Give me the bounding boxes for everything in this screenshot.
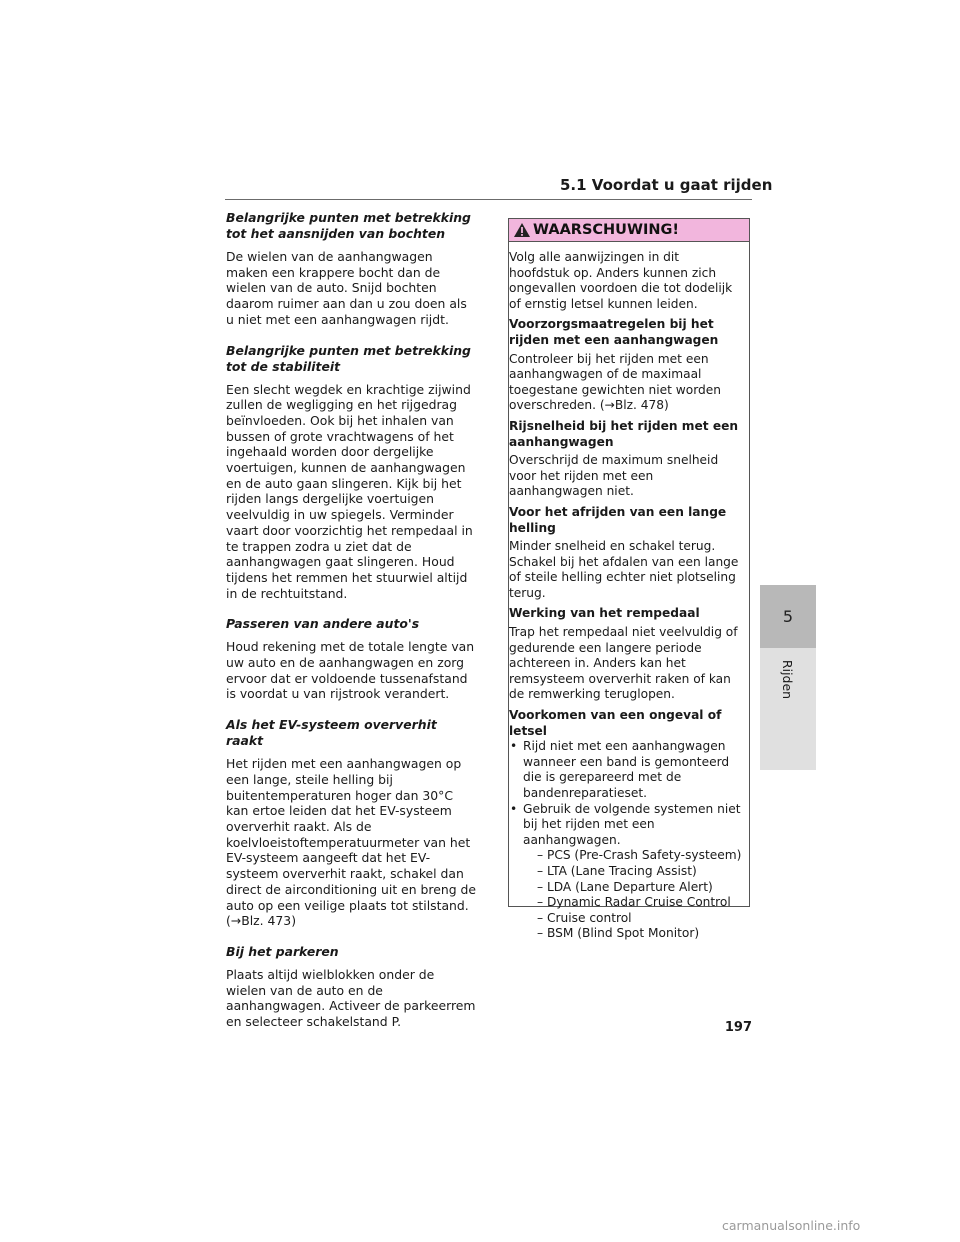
section-title: 5.1 Voordat u gaat rijden [560, 176, 773, 194]
warning-box [508, 218, 750, 941]
warning-heading-rempedaal: Werking van het rempedaal [509, 606, 700, 621]
text-passeren: Houd rekening met de totale lengte van uw auto en de aanhangwagen en zorg ervoor dat er voldoende tussenafstand is voordat u van rijstrook verandert. [226, 639, 475, 702]
list-item [509, 739, 743, 801]
system-item: – LTA (Lane Tracing Assist) [537, 863, 697, 878]
text-stabiliteit: Een slecht wegdek en krachtige zijwind zullen de wegligging en het rijgedrag beïnvloeden. Ook bij het inhalen van bussen of grote vrachtwagens of het ingehaald worden door dergelijke voertuigen, kunnen de aanhangwagen en de auto gaan slingeren. Kijk bij het rijden langs dergelijke voertuigen veelvuldig in uw spiegels. Verminder vaart door voorzichtig het rempedaal in te trappen zodra u ziet dat de aanhangwagen gaat slingeren. Houd tijdens het remmen het stuurwiel altijd in de rechtuitstand. [226, 381, 473, 601]
warning-heading-ongeval: Voorkomen van een ongeval of letsel [509, 708, 722, 738]
warning-header [509, 219, 749, 242]
text-ev-oververhit: Het rijden met een aanhangwagen op een lange, steile helling bij buitentemperaturen hoger dan 30°C kan ertoe leiden dat het EV-systeem oververhit raakt. Als de koelvloeistoftemperatuurmeter van het EV-systeem aangeeft dat het EV-systeem oververhit raakt, schakel dan direct de airconditioning uit en breng de auto op een veilige plaats tot stilstand. (→Blz. 473) [226, 756, 476, 929]
heading-ev-oververhit: Als het EV-systeem oververhit raakt [226, 717, 437, 749]
watermark: carmanualsonline.info [722, 1218, 861, 1233]
warning-text-voorzorg: Controleer bij het rijden met een aanhangwagen of de maximaal toegestane gewichten niet worden overschreden. (→Blz. 478) [509, 351, 721, 413]
left-column [226, 210, 476, 1045]
system-item: – PCS (Pre-Crash Safety-systeem) [537, 848, 742, 863]
warning-text-rempedaal: Trap het rempedaal niet veelvuldig of gedurende een langere periode achtereen in. Anders kan het remsysteem oververhit raken of kan de remwerking teruglopen. [509, 625, 738, 702]
chapter-number: 5 [782, 607, 794, 626]
warning-intro: Volg alle aanwijzingen in dit hoofdstuk op. Anders kunnen zich ongevallen voordoen die tot dodelijk of ernstig letsel kunnen leiden. [509, 250, 733, 311]
system-list [509, 848, 743, 942]
chapter-label: Rijden [780, 659, 796, 700]
bullet-mark: • [510, 739, 518, 754]
system-item: – LDA (Lane Departure Alert) [537, 879, 713, 894]
warning-text-helling: Minder snelheid en schakel terug. Schakel bij het afdalen van een lange of steile helling echter niet plotseling terug. [509, 539, 739, 600]
warning-text-rijsnelheid: Overschrijd de maximum snelheid voor het rijden met een aanhangwagen niet. [509, 453, 719, 499]
warning-triangle-icon [513, 222, 531, 238]
list-item [509, 802, 743, 849]
warning-body [509, 242, 749, 942]
heading-stabiliteit: Belangrijke punten met betrekking tot de stabiliteit [226, 342, 471, 374]
header-divider [225, 199, 752, 200]
system-item: – Dynamic Radar Cruise Control [537, 895, 731, 910]
bullet-text: Rijd niet met een aanhangwagen wanneer een band is gemonteerd die is gerepareerd met de bandenreparatieset. [523, 739, 730, 800]
text-parkeren: Plaats altijd wielblokken onder de wielen van de auto en de aanhangwagen. Activeer de parkeerrem en selecteer schakelstand P. [226, 966, 476, 1030]
text-bochten: De wielen van de aanhangwagen maken een krappere bocht dan de wielen van de auto. Snijd bochten daarom ruimer aan dan u zou doen als u niet met een aanhangwagen rijdt. [226, 249, 467, 327]
system-item: – BSM (Blind Spot Monitor) [537, 926, 700, 941]
heading-passeren: Passeren van andere auto's [226, 616, 420, 632]
bullet-text: Gebruik de volgende systemen niet bij het rijden met een aanhangwagen. [523, 801, 741, 847]
page-number: 197 [724, 1020, 752, 1035]
system-item: – Cruise control [537, 910, 632, 925]
warning-heading-rijsnelheid: Rijsnelheid bij het rijden met een aanhangwagen [509, 418, 739, 449]
heading-parkeren: Bij het parkeren [226, 943, 339, 959]
warning-title: WAARSCHUWING! [533, 222, 679, 238]
warning-heading-helling: Voor het afrijden van een lange helling [509, 504, 727, 535]
chapter-label-wrap [760, 660, 816, 720]
warning-heading-voorzorg: Voorzorgsmaatregelen bij het rijden met een aanhangwagen [509, 317, 719, 347]
heading-bochten: Belangrijke punten met betrekking tot het aansnijden van bochten [226, 210, 471, 241]
bullet-mark: • [510, 801, 518, 816]
chapter-tab[interactable] [760, 585, 816, 648]
